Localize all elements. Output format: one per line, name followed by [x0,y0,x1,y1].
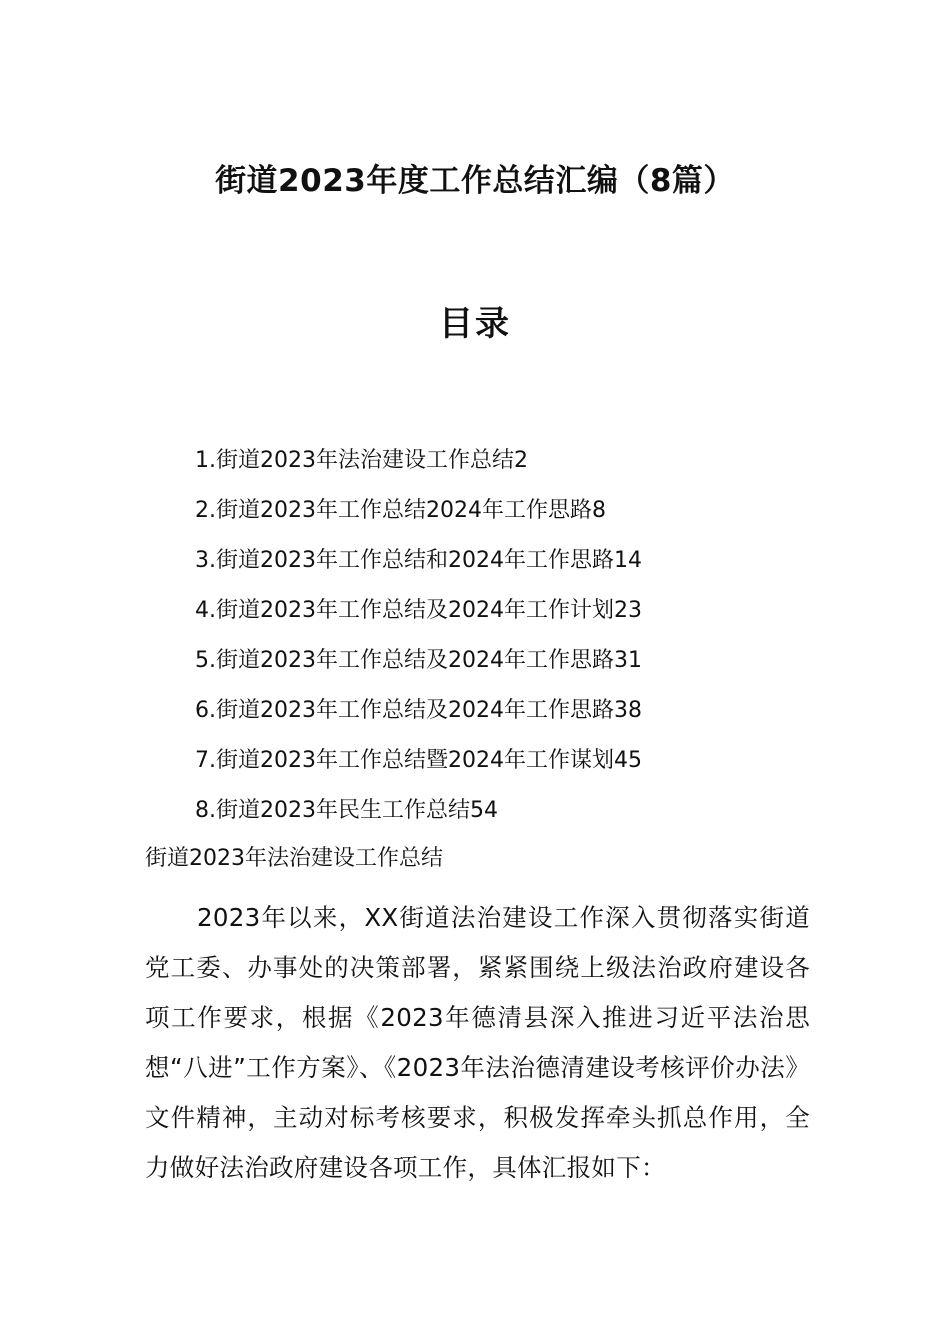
table-of-contents [195,444,642,844]
toc-item-5[interactable]: 5.街道2023年工作总结及2024年工作思路31 [195,648,642,673]
toc-item-4[interactable]: 4.街道2023年工作总结及2024年工作计划23 [195,598,642,623]
document-title: 街道2023年度工作总结汇编（8篇） [215,163,735,199]
toc-item-1[interactable]: 1.街道2023年法治建设工作总结2 [195,448,528,473]
body-paragraph: 2023年以来，XX街道法治建设工作深入贯彻落实街道党工委、办事处的决策部署，紧紧围绕上级法治政府建设各项工作要求，根据《2023年德清县深入推进习近平法治思想“八进”工作方案》、《2023年法治德清建设考核评价办法》文件精神，主动对标考核要求，积极发挥牵头抓总作用，全力做好法治政府建设各项工作，具体汇报如下： [145,903,810,1182]
toc-item-7[interactable]: 7.街道2023年工作总结暨2024年工作谋划45 [195,748,642,773]
toc-item-8[interactable]: 8.街道2023年民生工作总结54 [195,798,498,823]
toc-heading: 目录 [439,304,511,344]
toc-item-3[interactable]: 3.街道2023年工作总结和2024年工作思路14 [195,548,642,573]
toc-item-2[interactable]: 2.街道2023年工作总结2024年工作思路8 [195,498,606,523]
toc-item-6[interactable]: 6.街道2023年工作总结及2024年工作思路38 [195,698,642,723]
section-title: 街道2023年法治建设工作总结 [145,846,443,871]
